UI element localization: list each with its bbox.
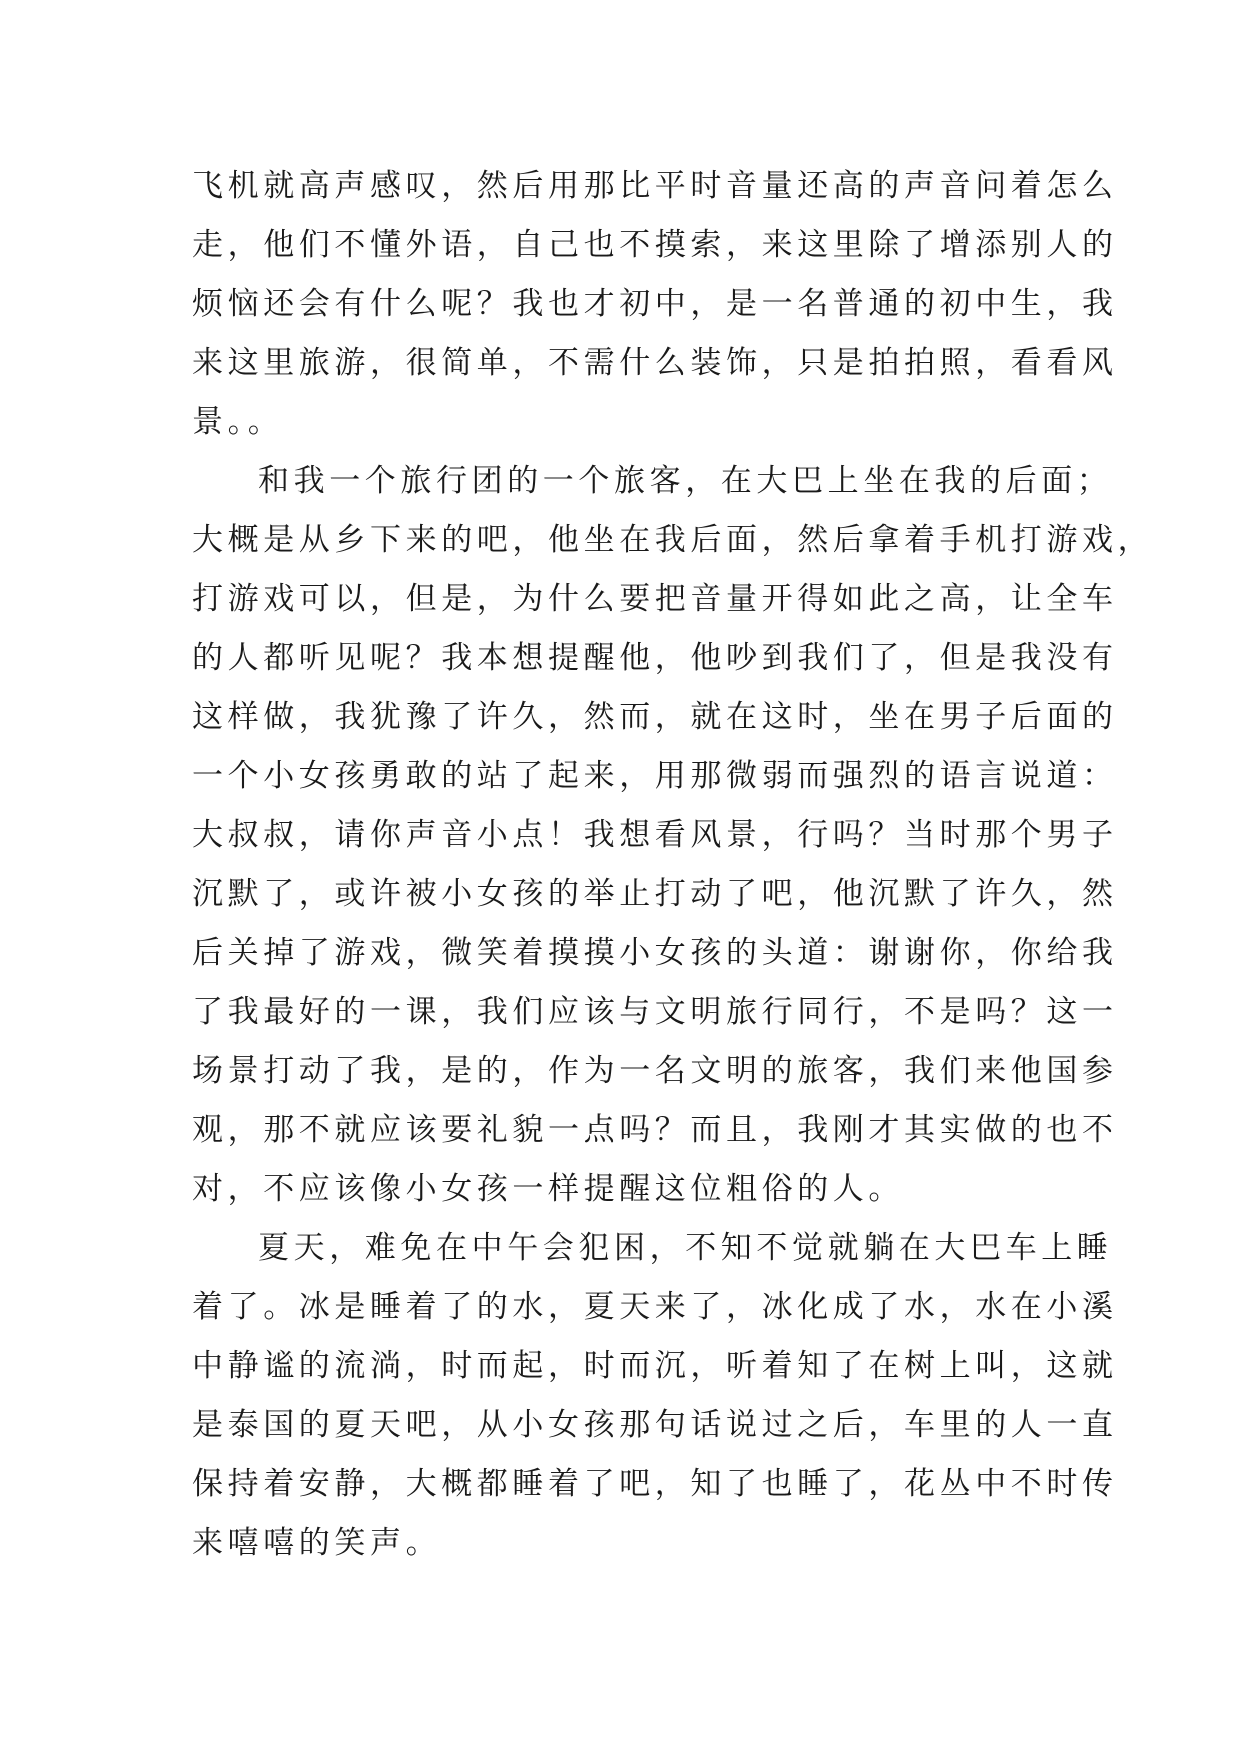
text-line: 中静谧的流淌，时而起，时而沉，听着知了在树上叫，这就 [192,1348,1118,1384]
text-line: 来这里旅游，很简单，不需什么装饰，只是拍拍照，看看风 [192,345,1118,381]
text-line: 沉默了，或许被小女孩的举止打动了吧，他沉默了许久，然 [192,876,1118,912]
text-line: 后关掉了游戏，微笑着摸摸小女孩的头道：谢谢你，你给我 [192,935,1118,971]
text-line: 的人都听见呢？我本想提醒他，他吵到我们了，但是我没有 [192,640,1118,676]
text-line: 飞机就高声感叹，然后用那比平时音量还高的声音问着怎么 [192,168,1118,204]
body-text [192,157,1154,1573]
text-line: 走，他们不懂外语，自己也不摸索，来这里除了增添别人的 [192,227,1118,263]
text-line: 保持着安静，大概都睡着了吧，知了也睡了，花丛中不时传 [192,1466,1118,1502]
text-line: 和我一个旅行团的一个旅客，在大巴上坐在我的后面； [258,463,1113,499]
paragraph-1 [192,157,1118,452]
paragraph-2 [192,452,1154,1219]
text-line: 一个小女孩勇敢的站了起来，用那微弱而强烈的语言说道： [192,758,1118,794]
text-line: 观，那不就应该要礼貌一点吗？而且，我刚才其实做的也不 [192,1112,1118,1148]
text-line: 对，不应该像小女孩一样提醒这位粗俗的人。 [192,1171,904,1207]
text-line: 景。。 [192,404,284,440]
text-line: 大概是从乡下来的吧，他坐在我后面，然后拿着手机打游戏， [192,522,1154,558]
text-line: 烦恼还会有什么呢？我也才初中，是一名普通的初中生，我 [192,286,1118,322]
text-line: 夏天，难免在中午会犯困，不知不觉就躺在大巴车上睡 [258,1230,1113,1266]
text-line: 是泰国的夏天吧，从小女孩那句话说过之后，车里的人一直 [192,1407,1118,1443]
text-line: 来嘻嘻的笑声。 [192,1525,442,1561]
text-line: 打游戏可以，但是，为什么要把音量开得如此之高，让全车 [192,581,1118,617]
text-line: 大叔叔，请你声音小点！我想看风景，行吗？当时那个男子 [192,817,1118,853]
text-line: 了我最好的一课，我们应该与文明旅行同行，不是吗？这一 [192,994,1118,1030]
text-line: 场景打动了我，是的，作为一名文明的旅客，我们来他国参 [192,1053,1118,1089]
text-line: 着了。冰是睡着了的水，夏天来了，冰化成了水，水在小溪 [192,1289,1118,1325]
text-line: 这样做，我犹豫了许久，然而，就在这时，坐在男子后面的 [192,699,1118,735]
paragraph-3 [192,1219,1118,1573]
